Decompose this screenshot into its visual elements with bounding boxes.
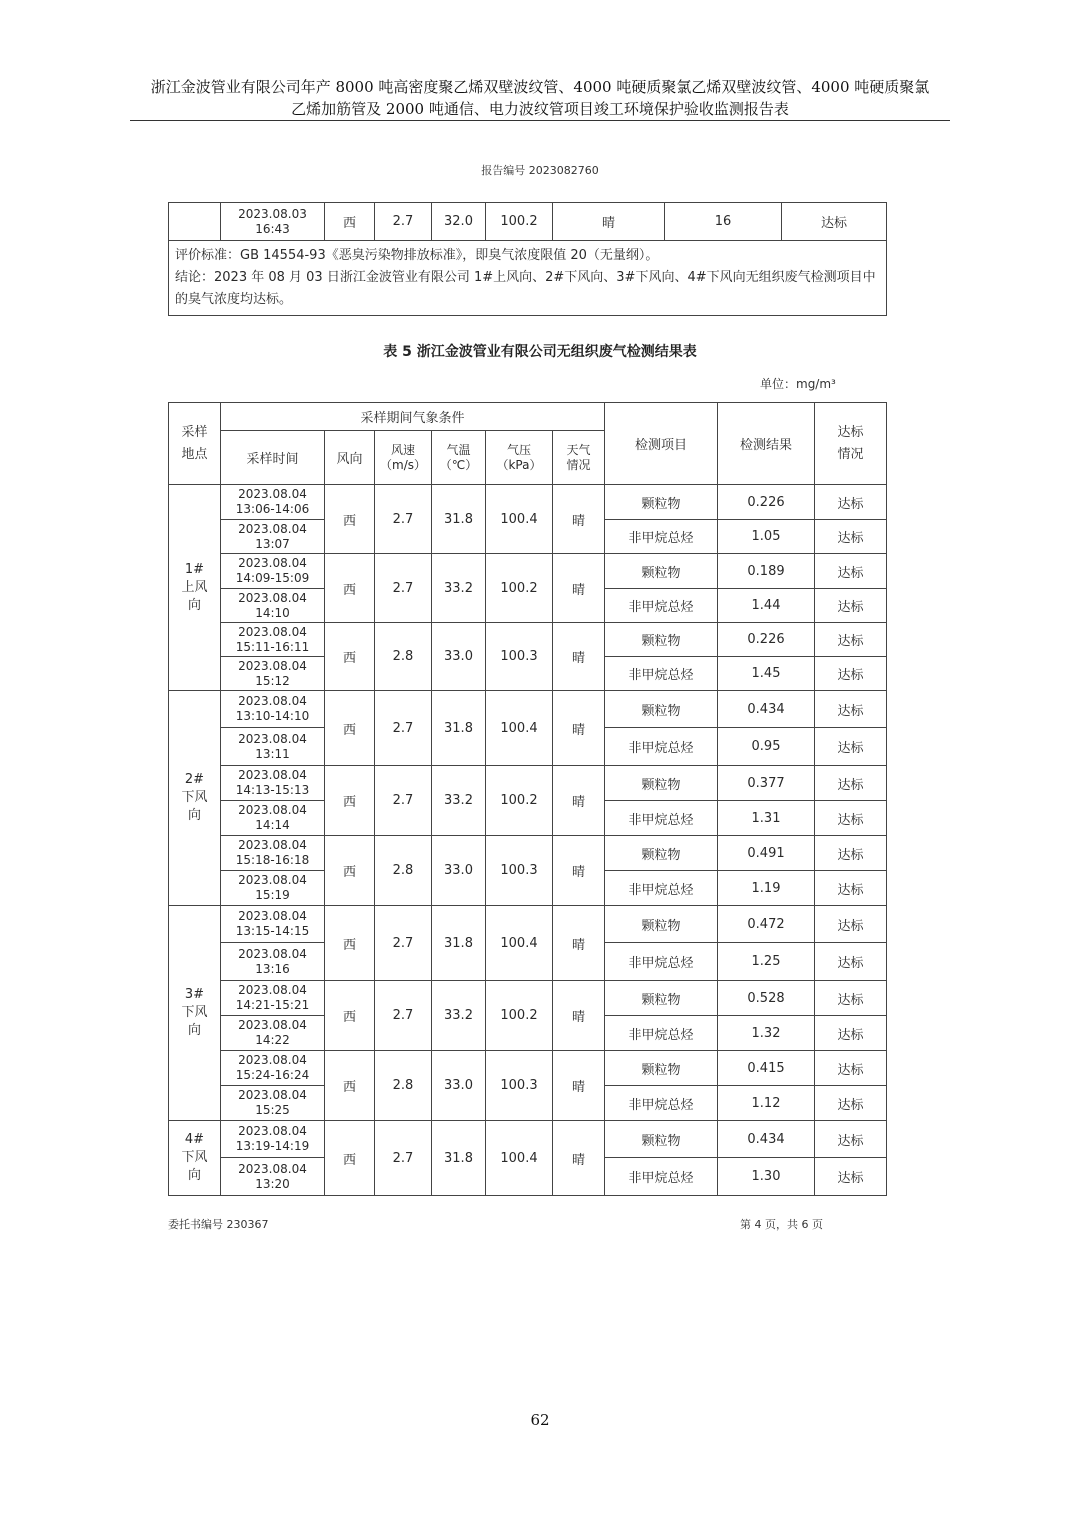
pressure-cell: 100.2	[486, 554, 553, 623]
site-cell: 1# 上风 向	[169, 485, 221, 691]
test-item-cell: 非甲烷总烃	[605, 520, 718, 554]
weather-cell: 晴	[553, 554, 605, 623]
sampling-time-cell: 2023.08.04 14:09-15:09	[221, 554, 325, 589]
test-item-cell: 非甲烷总烃	[605, 943, 718, 981]
header-line-2: 乙烯加筋管及 2000 吨通信、电力波纹管项目竣工环境保护验收监测报告表	[291, 100, 789, 118]
result-cell: 0.472	[718, 906, 815, 943]
temperature-cell: 31.8	[432, 1121, 486, 1196]
test-item-cell: 非甲烷总烃	[605, 1158, 718, 1196]
wind-direction-cell: 西	[325, 1051, 375, 1121]
sampling-time-cell: 2023.08.04 15:19	[221, 871, 325, 906]
pressure-cell: 100.4	[486, 691, 553, 766]
header-direction: 风向	[325, 431, 375, 485]
results-table	[168, 402, 887, 1196]
result-cell: 16	[665, 203, 782, 241]
notes-cell	[169, 241, 887, 316]
status-cell: 达标	[815, 1121, 887, 1158]
sampling-time-cell: 2023.08.04 13:20	[221, 1158, 325, 1196]
temperature-cell: 31.8	[432, 906, 486, 981]
status-cell: 达标	[815, 520, 887, 554]
result-cell: 1.30	[718, 1158, 815, 1196]
site-cell: 3# 下风 向	[169, 906, 221, 1121]
page-indicator: 第 4 页，共 6 页	[740, 1218, 823, 1231]
commission-number: 委托书编号 230367	[168, 1218, 269, 1231]
test-item-cell: 非甲烷总烃	[605, 657, 718, 691]
result-cell: 0.491	[718, 836, 815, 871]
test-item-cell: 非甲烷总烃	[605, 1016, 718, 1051]
status-cell: 达标	[815, 589, 887, 623]
table-row	[169, 241, 887, 316]
page-number: 62	[530, 1411, 550, 1429]
result-cell: 0.377	[718, 766, 815, 801]
results-body	[169, 485, 887, 1196]
test-item-cell: 颗粒物	[605, 691, 718, 728]
pressure-cell: 100.2	[486, 203, 553, 241]
test-item-cell: 颗粒物	[605, 485, 718, 520]
status-cell: 达标	[815, 1016, 887, 1051]
weather-cell: 晴	[553, 691, 605, 766]
wind-direction-cell: 西	[325, 906, 375, 981]
test-item-cell: 非甲烷总烃	[605, 1086, 718, 1121]
result-cell: 0.226	[718, 485, 815, 520]
header-divider	[130, 120, 950, 121]
result-cell: 0.528	[718, 981, 815, 1016]
status-cell: 达标	[815, 691, 887, 728]
temperature-cell: 33.2	[432, 766, 486, 836]
weather-cell: 晴	[553, 1051, 605, 1121]
previous-table-continuation	[168, 202, 887, 316]
test-item-cell: 颗粒物	[605, 906, 718, 943]
temperature-cell: 33.0	[432, 1051, 486, 1121]
report-number: 报告编号 2023082760	[481, 164, 599, 177]
header-pressure: 气压 （kPa）	[486, 431, 553, 485]
conclusion: 结论：2023 年 08 月 03 日浙江金波管业有限公司 1#上风向、2#下风向、3#下风向、4#下风向无组织废气检测项目中的臭气浓度均达标。	[175, 270, 876, 307]
result-cell: 1.12	[718, 1086, 815, 1121]
result-cell: 1.45	[718, 657, 815, 691]
result-cell: 1.32	[718, 1016, 815, 1051]
table-row	[169, 836, 887, 871]
result-cell: 1.19	[718, 871, 815, 906]
header-weather-conditions: 采样期间气象条件	[221, 403, 605, 431]
status-cell: 达标	[815, 943, 887, 981]
temperature-cell: 31.8	[432, 691, 486, 766]
status-cell: 达标	[815, 623, 887, 657]
status-cell: 达标	[815, 485, 887, 520]
result-cell: 1.25	[718, 943, 815, 981]
weather-cell: 晴	[553, 203, 665, 241]
header-item: 检测项目	[605, 403, 718, 485]
temperature-cell: 32.0	[432, 203, 486, 241]
table-title: 表 5 浙江金波管业有限公司无组织废气检测结果表	[383, 344, 697, 360]
header-weather: 天气 情况	[553, 431, 605, 485]
site-cell	[169, 203, 221, 241]
test-item-cell: 颗粒物	[605, 766, 718, 801]
sampling-time-cell: 2023.08.04 13:06-14:06	[221, 485, 325, 520]
sampling-time-cell: 2023.08.04 15:11-16:11	[221, 623, 325, 657]
temperature-cell: 33.0	[432, 623, 486, 691]
table-row	[169, 766, 887, 801]
pressure-cell: 100.4	[486, 1121, 553, 1196]
sampling-time-cell: 2023.08.04 14:10	[221, 589, 325, 623]
header-line-1: 浙江金波管业有限公司年产 8000 吨高密度聚乙烯双壁波纹管、4000 吨硬质聚氯乙烯双壁波纹管、4000 吨硬质聚氯	[150, 78, 930, 96]
result-cell: 0.434	[718, 691, 815, 728]
test-item-cell: 颗粒物	[605, 1121, 718, 1158]
temperature-cell: 33.0	[432, 836, 486, 906]
evaluation-standard: 评价标准：GB 14554-93《恶臭污染物排放标准》，即臭气浓度限值 20（无量纲）。	[175, 248, 659, 263]
temperature-cell: 33.2	[432, 554, 486, 623]
status-cell: 达标	[815, 657, 887, 691]
test-item-cell: 颗粒物	[605, 836, 718, 871]
status-cell: 达标	[815, 836, 887, 871]
pressure-cell: 100.4	[486, 485, 553, 554]
pressure-cell: 100.2	[486, 981, 553, 1051]
wind-direction-cell: 西	[325, 691, 375, 766]
table-row	[169, 981, 887, 1016]
table-row	[169, 203, 887, 241]
weather-cell: 晴	[553, 766, 605, 836]
pressure-cell: 100.3	[486, 1051, 553, 1121]
sampling-time-cell: 2023.08.03 16:43	[221, 203, 325, 241]
header-result: 检测结果	[718, 403, 815, 485]
sampling-time-cell: 2023.08.04 14:14	[221, 801, 325, 836]
sampling-time-cell: 2023.08.04 14:13-15:13	[221, 766, 325, 801]
pressure-cell: 100.3	[486, 836, 553, 906]
test-item-cell: 非甲烷总烃	[605, 728, 718, 766]
status-cell: 达标	[815, 1086, 887, 1121]
wind-speed-cell: 2.7	[375, 981, 432, 1051]
sampling-time-cell: 2023.08.04 13:16	[221, 943, 325, 981]
sampling-time-cell: 2023.08.04 14:21-15:21	[221, 981, 325, 1016]
status-cell: 达标	[815, 1158, 887, 1196]
wind-speed-cell: 2.7	[375, 766, 432, 836]
wind-direction-cell: 西	[325, 766, 375, 836]
wind-speed-cell: 2.7	[375, 485, 432, 554]
weather-cell: 晴	[553, 1121, 605, 1196]
result-cell: 0.434	[718, 1121, 815, 1158]
test-item-cell: 颗粒物	[605, 981, 718, 1016]
wind-direction-cell: 西	[325, 1121, 375, 1196]
test-item-cell: 颗粒物	[605, 1051, 718, 1086]
wind-speed-cell: 2.8	[375, 623, 432, 691]
sampling-time-cell: 2023.08.04 13:07	[221, 520, 325, 554]
result-cell: 1.05	[718, 520, 815, 554]
wind-speed-cell: 2.8	[375, 1051, 432, 1121]
wind-speed-cell: 2.8	[375, 836, 432, 906]
unit-label: 单位：mg/m³	[760, 377, 836, 391]
sampling-time-cell: 2023.08.04 15:12	[221, 657, 325, 691]
status-cell: 达标	[815, 906, 887, 943]
wind-direction-cell: 西	[325, 203, 375, 241]
status-cell: 达标	[782, 203, 887, 241]
status-cell: 达标	[815, 981, 887, 1016]
status-cell: 达标	[815, 554, 887, 589]
weather-cell: 晴	[553, 485, 605, 554]
sampling-time-cell: 2023.08.04 13:19-14:19	[221, 1121, 325, 1158]
sampling-time-cell: 2023.08.04 13:10-14:10	[221, 691, 325, 728]
site-cell: 4# 下风 向	[169, 1121, 221, 1196]
pressure-cell: 100.2	[486, 766, 553, 836]
pressure-cell: 100.4	[486, 906, 553, 981]
result-cell: 0.189	[718, 554, 815, 589]
table-row	[169, 623, 887, 657]
sampling-time-cell: 2023.08.04 15:24-16:24	[221, 1051, 325, 1086]
wind-direction-cell: 西	[325, 554, 375, 623]
wind-direction-cell: 西	[325, 836, 375, 906]
header-speed: 风速 （m/s）	[375, 431, 432, 485]
temperature-cell: 31.8	[432, 485, 486, 554]
pressure-cell: 100.3	[486, 623, 553, 691]
table-row	[169, 691, 887, 728]
table-row	[169, 906, 887, 943]
wind-speed-cell: 2.7	[375, 1121, 432, 1196]
status-cell: 达标	[815, 871, 887, 906]
header-time: 采样时间	[221, 431, 325, 485]
status-cell: 达标	[815, 1051, 887, 1086]
sampling-time-cell: 2023.08.04 14:22	[221, 1016, 325, 1051]
result-cell: 1.31	[718, 801, 815, 836]
wind-speed-cell: 2.7	[375, 203, 432, 241]
header-site: 采样 地点	[169, 403, 221, 485]
table-row	[169, 485, 887, 520]
wind-speed-cell: 2.7	[375, 691, 432, 766]
result-cell: 0.226	[718, 623, 815, 657]
wind-speed-cell: 2.7	[375, 906, 432, 981]
table-row	[169, 1051, 887, 1086]
sampling-time-cell: 2023.08.04 13:11	[221, 728, 325, 766]
wind-direction-cell: 西	[325, 623, 375, 691]
status-cell: 达标	[815, 766, 887, 801]
weather-cell: 晴	[553, 623, 605, 691]
test-item-cell: 非甲烷总烃	[605, 801, 718, 836]
test-item-cell: 非甲烷总烃	[605, 589, 718, 623]
wind-speed-cell: 2.7	[375, 554, 432, 623]
site-cell: 2# 下风 向	[169, 691, 221, 906]
result-cell: 1.44	[718, 589, 815, 623]
document-header	[130, 76, 950, 120]
status-cell: 达标	[815, 728, 887, 766]
test-item-cell: 颗粒物	[605, 623, 718, 657]
weather-cell: 晴	[553, 836, 605, 906]
sampling-time-cell: 2023.08.04 13:15-14:15	[221, 906, 325, 943]
weather-cell: 晴	[553, 906, 605, 981]
status-cell: 达标	[815, 801, 887, 836]
result-cell: 0.415	[718, 1051, 815, 1086]
weather-cell: 晴	[553, 981, 605, 1051]
header-status: 达标 情况	[815, 403, 887, 485]
wind-direction-cell: 西	[325, 981, 375, 1051]
sampling-time-cell: 2023.08.04 15:18-16:18	[221, 836, 325, 871]
temperature-cell: 33.2	[432, 981, 486, 1051]
result-cell: 0.95	[718, 728, 815, 766]
table-row	[169, 1121, 887, 1158]
test-item-cell: 非甲烷总烃	[605, 871, 718, 906]
header-temperature: 气温 （℃）	[432, 431, 486, 485]
header-row	[169, 403, 887, 431]
wind-direction-cell: 西	[325, 485, 375, 554]
test-item-cell: 颗粒物	[605, 554, 718, 589]
sampling-time-cell: 2023.08.04 15:25	[221, 1086, 325, 1121]
table-row	[169, 554, 887, 589]
